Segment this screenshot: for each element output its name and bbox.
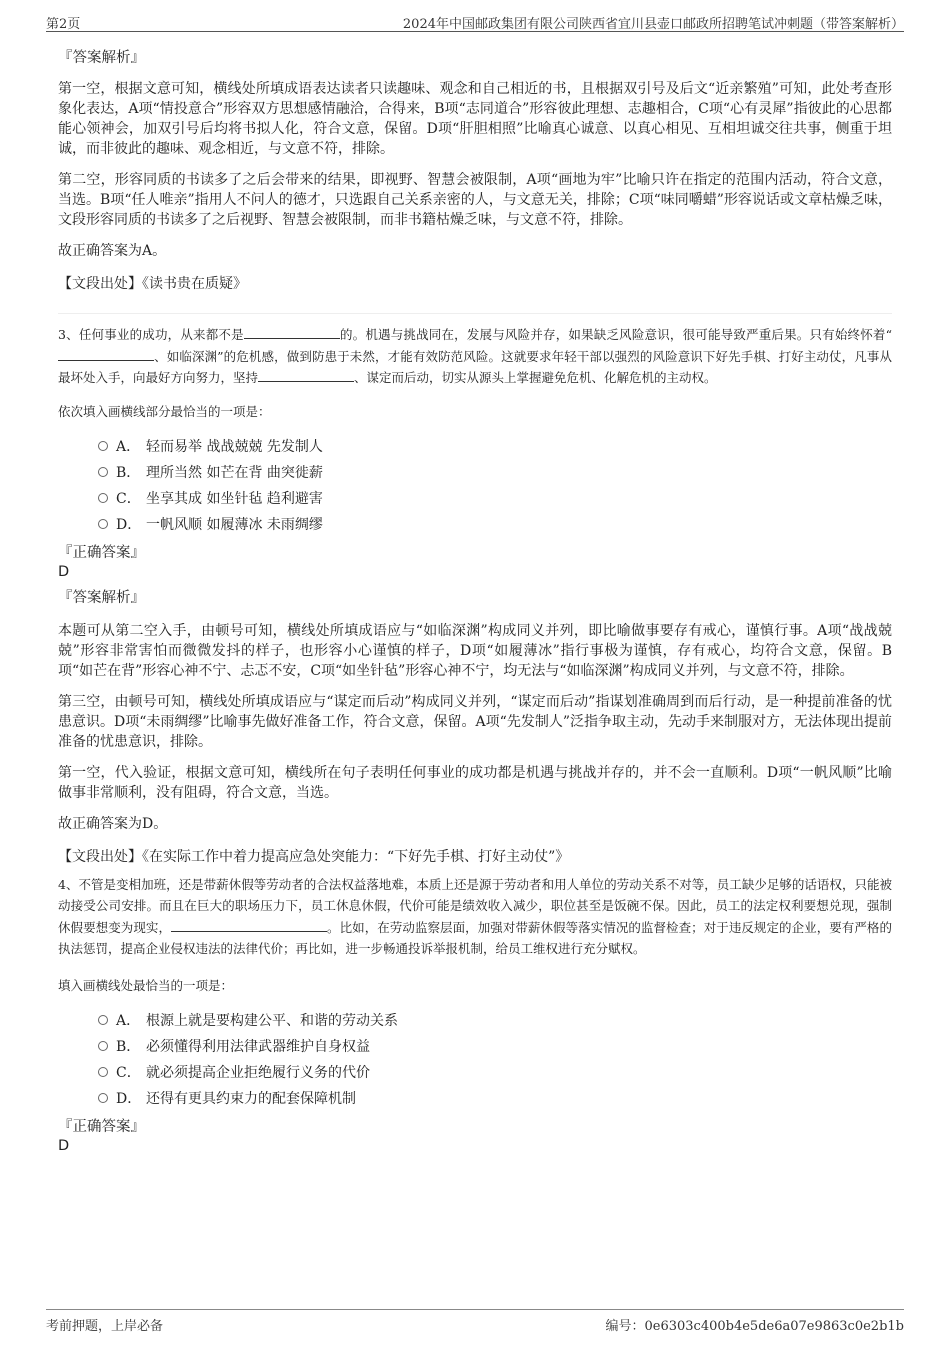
fill-blank: [58, 347, 154, 361]
question-text: 4、不管是变相加班，还是带薪休假等劳动者的合法权益落地难，本质上还是源于劳动者和用人单位的劳动关系不对等，员工缺少足够的话语权，只能被动接受公司安排。而且在巨大的职场压力下，员工休息休假，代价可能是绩效收入减少，职位甚至是饭碗不保。因此，员工的法定权利要想兑现，强制休假要想变为现实，: [58, 876, 892, 935]
question-4-options: [98, 1008, 892, 1112]
option-letter: A．: [116, 438, 141, 455]
analysis-label: 『答案解析』: [58, 50, 145, 66]
radio-icon[interactable]: [98, 1015, 108, 1025]
radio-icon[interactable]: [98, 493, 108, 503]
footer-slogan: 考前押题，上岸必备: [46, 1319, 164, 1334]
option-letter: A．: [116, 1012, 141, 1029]
option-c[interactable]: [98, 486, 892, 512]
option-text: 根源上就是要构建公平、和谐的劳动关系: [146, 1012, 398, 1029]
option-d[interactable]: [98, 1086, 892, 1112]
answer-conclusion: 故正确答案为A。: [58, 243, 167, 259]
question-text: 。比如，在劳动监察层面，加强对带薪休假等落实情况的监督检查；对于违反规定的企业，要有严格的执法惩罚，提高企业侵权违法的法律代价；再比如，进一步畅通投诉举报机制，给员工维权进行充分赋权。: [58, 919, 892, 956]
radio-icon[interactable]: [98, 467, 108, 477]
option-text: 坐享其成 如坐针毡 趋利避害: [146, 490, 323, 507]
radio-icon[interactable]: [98, 441, 108, 451]
correct-answer-label: 『正确答案』: [58, 1118, 145, 1135]
radio-icon[interactable]: [98, 1067, 108, 1077]
analysis-paragraph: 第一空，根据文意可知，横线处所填成语表达读者只读趣味、观念和自己相近的书，且根据双引号及后文“近亲繁殖”可知，此处考查形象化表达，A项“情投意合”形容双方思想感情融洽，合得来，B项“志同道合”形容彼此理想、志趣相合，C项“心有灵犀”指彼此的心思都能心领神会，加双引号后均将书拟人化，符合文意，保留。D项“肝胆相照”比喻真心诚意、以真心相见、互相坦诚交往共事，侧重于坦诚，而非彼此的趣味、观念相近，与文意不符，排除。: [58, 81, 892, 157]
answer-conclusion: 故正确答案为D。: [58, 815, 168, 832]
page-footer: [46, 1309, 904, 1334]
analysis-label: 『答案解析』: [58, 589, 145, 606]
option-b[interactable]: [98, 460, 892, 486]
question-text: 的。机遇与挑战同在，发展与风险并存，如果缺乏风险意识，很可能导致严重后果。只有始终怀着“: [339, 327, 892, 342]
option-letter: D．: [116, 516, 142, 533]
option-d[interactable]: [98, 512, 892, 538]
fill-blank: [258, 368, 354, 382]
radio-icon[interactable]: [98, 1093, 108, 1103]
option-letter: D．: [116, 1090, 142, 1107]
option-text: 理所当然 如芒在背 曲突徙薪: [146, 464, 323, 481]
option-b[interactable]: [98, 1034, 892, 1060]
analysis-paragraph: 第一空，代入验证，根据文意可知，横线所在句子表明任何事业的成功都是机遇与挑战并存的，并不会一直顺利。D项“一帆风顺”比喻做事非常顺利，没有阻碍，符合文意，当选。: [58, 764, 892, 801]
page-number: 第2页: [46, 17, 81, 32]
document-body: [58, 46, 892, 1160]
option-text: 必须懂得利用法律武器维护自身权益: [146, 1038, 370, 1055]
question-prompt: 填入画横线处最恰当的一项是：: [58, 977, 234, 993]
option-text: 一帆风顺 如履薄冰 未雨绸缪: [146, 516, 323, 533]
option-a[interactable]: [98, 434, 892, 460]
question-3-stem: [58, 324, 892, 389]
option-a[interactable]: [98, 1008, 892, 1034]
question-text: 、如临深渊”的危机感，做到防患于未然，才能有效防范风险。这就要求年轻干部以强烈的风险意识下好先手棋、打好主动仗，凡事从最坏处入手，向最好方向努力，坚持: [58, 348, 892, 385]
source-citation: 【文段出处】《读书贵在质疑》: [58, 276, 247, 292]
question-text: 、谋定而后动，切实从源头上掌握避免危机、化解危机的主动权。: [354, 370, 717, 385]
option-letter: C．: [116, 490, 141, 507]
document-id: 编号：0e6303c400b4e5de6a07e9863c0e2b1b: [605, 1319, 904, 1334]
question-prompt: 依次填入画横线部分最恰当的一项是：: [58, 403, 271, 419]
radio-icon[interactable]: [98, 519, 108, 529]
correct-answer: D: [58, 1137, 70, 1154]
correct-answer-label: 『正确答案』: [58, 544, 145, 561]
page-header: [46, 11, 904, 32]
option-letter: C．: [116, 1064, 141, 1081]
option-text: 就必须提高企业拒绝履行义务的代价: [146, 1064, 370, 1081]
source-citation: 【文段出处】《在实际工作中着力提高应急处突能力：“下好先手棋、打好主动仗”》: [58, 848, 570, 865]
analysis-paragraph: 本题可从第二空入手，由顿号可知，横线处所填成语应与“如临深渊”构成同义并列，即比喻做事要存有戒心，谨慎行事。A项“战战兢兢”形容非常害怕而微微发抖的样子，也形容小心谨慎的样子，D项“如履薄冰”指行事极为谨慎，存有戒心，均符合文意，保留。B项“如芒在背”形容心神不宁、忐忑不安，C项“如坐针毡”形容心神不宁，均无法与“如临深渊”构成同义并列，与文意不符，排除。: [58, 622, 892, 679]
option-letter: B．: [116, 1038, 141, 1055]
question-4-stem: [58, 874, 892, 960]
analysis-paragraph: 第二空，形容同质的书读多了之后会带来的结果，即视野、智慧会被限制，A项“画地为牢”比喻只许在指定的范围内活动，符合文意，当选。B项“任人唯亲”指用人不问人的德才，只选跟自己关系亲密的人，与文意无关，排除；C项“味同嚼蜡”形容说话或文章枯燥乏味，文段形容同质的书读多了之后视野、智慧会被限制，而非书籍枯燥乏味，与文意不符，排除。: [58, 172, 892, 228]
option-text: 还得有更具约束力的配套保障机制: [146, 1090, 356, 1107]
question-text: 3、任何事业的成功，从来都不是: [58, 327, 244, 342]
radio-icon[interactable]: [98, 1041, 108, 1051]
document-title: 2024年中国邮政集团有限公司陕西省宜川县壶口邮政所招聘笔试冲刺题（带答案解析）: [402, 17, 904, 32]
fill-blank: [171, 918, 327, 932]
analysis-paragraph: 第三空，由顿号可知，横线处所填成语应与“谋定而后动”构成同义并列，“谋定而后动”指谋划准确周到而后行动，是一种提前准备的忧患意识。D项“未雨绸缪”比喻事先做好准备工作，符合文意，保留。A项“先发制人”泛指争取主动，先动手来制服对方，无法体现出提前准备的忧患意识，排除。: [58, 693, 892, 750]
question-3-options: [98, 434, 892, 538]
option-text: 轻而易举 战战兢兢 先发制人: [146, 438, 323, 455]
option-letter: B．: [116, 464, 141, 481]
correct-answer: D: [58, 563, 70, 580]
fill-blank: [244, 325, 340, 339]
option-c[interactable]: [98, 1060, 892, 1086]
